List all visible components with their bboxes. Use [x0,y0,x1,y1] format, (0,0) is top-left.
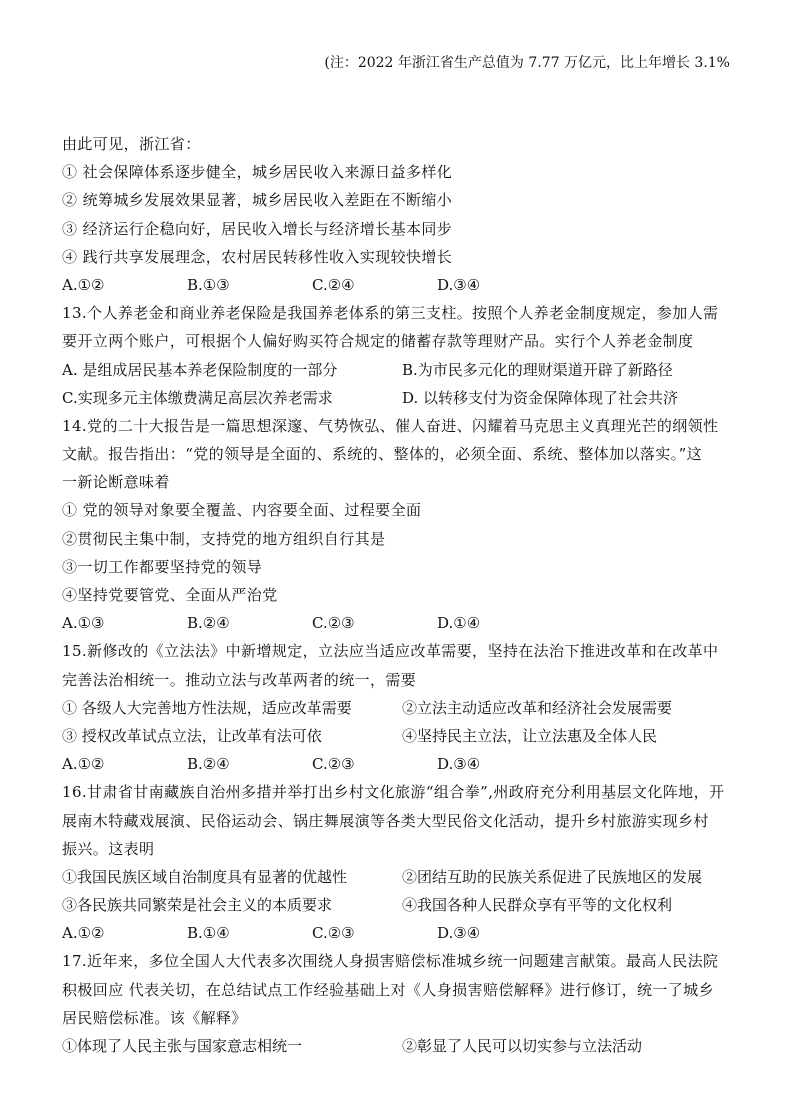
q13-options-row-1 [62,356,744,384]
q12-choice-a[interactable]: A.①② [62,275,105,294]
q16-item-4: ④我国各种人民群众享有平等的文化权利 [402,896,673,915]
q14-stem-2: 文献。报告指出：“党的领导是全面的、系统的、整体的，必须全面、系统、整体加以落实。”这 [62,445,703,464]
q13-option-b[interactable]: B.为市民多元化的理财渠道开辟了新路径 [402,360,673,379]
q14-item-3: ③一切工作都要坚持党的领导 [62,557,263,576]
q12-choice-b[interactable]: B.①③ [187,275,230,294]
q12-choice-d[interactable]: D.③④ [437,275,481,294]
q12-choices [62,271,744,299]
q15-choice-d[interactable]: D.③④ [437,755,481,774]
q16-items-row-2 [62,891,744,919]
q15-choice-b[interactable]: B.②④ [187,755,230,774]
q16-item-2: ②团结互助的民族关系促进了民族地区的发展 [402,867,703,886]
q16-choice-b[interactable]: B.①④ [187,924,230,943]
q14-choice-b[interactable]: B.②④ [187,614,230,633]
q15-item-4: ④坚持民主立法，让立法惠及全体人民 [402,726,658,745]
q13-option-c[interactable]: C.实现多元主体缴费满足高层次养老需求 [62,388,333,407]
q16-stem-2: 展南木特藏戏展演、民俗运动会、锅庄舞展演等各类大型民俗文化活动，提升乡村旅游实现乡村 [62,811,709,830]
q16-choice-a[interactable]: A.①② [62,924,105,943]
q15-choices [62,750,744,778]
q16-choice-d[interactable]: D.③④ [437,924,481,943]
q16-choices [62,919,744,947]
q15-stem-2: 完善法治相统一。推动立法与改革两者的统一，需要 [62,670,417,689]
q13-stem-2: 要开立两个账户，可根据个人偏好购买符合规定的储蓄存款等理财产品。实行个人养老金制度 [62,332,694,351]
q14-choice-a[interactable]: A.①③ [62,614,105,633]
q12-item-2: ② 统筹城乡发展效果显著，城乡居民收入差距在不断缩小 [62,191,453,210]
q17-stem-2: 积极回应 代表关切，在总结试点工作经验基础上对《人身损害赔偿解释》进行修订，统一了城乡 [62,980,714,999]
q12-item-3: ③ 经济运行企稳向好，居民收入增长与经济增长基本同步 [62,219,453,238]
q17-stem-3: 居民赔偿标准。该《解释》 [62,1008,247,1027]
q17-item-1: ①体现了人民主张与国家意志相统一 [62,1037,303,1055]
q15-choice-a[interactable]: A.①② [62,755,105,774]
q14-stem-3: 一新论断意味着 [62,473,170,492]
q14-item-1: ① 党的领导对象要全覆盖、内容要全面、过程要全面 [62,501,422,520]
q15-items-row-2 [62,722,744,750]
q13-stem-1: 13.个人养老金和商业养老保险是我国养老体系的第三支柱。按照个人养老金制度规定，参加人需 [62,304,719,323]
q13-option-a[interactable]: A. 是组成居民基本养老保险制度的一部分 [62,360,338,379]
q15-item-2: ②立法主动适应改革和经济社会发展需要 [402,698,673,717]
q12-choice-c[interactable]: C.②④ [312,275,355,294]
q17-stem-1: 17.近年来，多位全国人大代表多次围绕人身损害赔偿标准城乡统一问题建言献策。最高人民法院 [62,952,719,971]
q17-item-2: ②彰显了人民可以切实参与立法活动 [402,1037,643,1055]
q17-items-row-1 [62,1032,744,1060]
q14-choices [62,609,744,637]
q12-item-4: ④ 践行共享发展理念，农村居民转移性收入实现较快增长 [62,247,453,266]
q16-item-1: ①我国民族区域自治制度具有显著的优越性 [62,867,348,886]
q14-choice-c[interactable]: C.②③ [312,614,355,633]
q14-item-4: ④坚持党要管党、全面从严治党 [62,586,278,604]
q15-item-1: ① 各级人大完善地方性法规，适应改革需要 [62,698,352,717]
q16-item-3: ③各民族共同繁荣是社会主义的本质要求 [62,896,333,915]
q15-items-row-1 [62,694,744,722]
q14-choice-d[interactable]: D.①④ [437,614,481,633]
q14-stem-1: 14.党的二十大报告是一篇思想深邃、气势恢弘、催人奋进、闪耀着马克思主义真理光芒的纲领性 [62,416,719,435]
q15-stem-1: 15.新修改的《立法法》中新增规定，立法应当适应改革需要，坚持在法治下推进改革和在改革中 [62,642,719,661]
q12-item-1: ① 社会保障体系逐步健全，城乡居民收入来源日益多样化 [62,163,453,182]
q13-option-d[interactable]: D. 以转移支付为资金保障体现了社会共济 [402,388,679,407]
q16-stem-3: 振兴。这表明 [62,839,155,858]
q16-stem-1: 16.甘肃省甘南藏族自治州多措并举打出乡村文化旅游“组合拳”,州政府充分利用基层文化阵地，开 [62,783,725,802]
q15-choice-c[interactable]: C.②③ [312,755,355,774]
footnote: (注：2022 年浙江省生产总值为 7.77 万亿元，比上年增长 3.1% [324,55,730,71]
q13-options-row-2 [62,384,744,412]
exam-content [62,130,744,1060]
q15-item-3: ③ 授权改革试点立法，让改革有法可依 [62,726,322,745]
q12-intro: 由此可见，浙江省： [62,135,201,153]
q14-item-2: ②贯彻民主集中制，支持党的地方组织自行其是 [62,529,386,548]
q16-items-row-1 [62,863,744,891]
q16-choice-c[interactable]: C.②③ [312,924,355,943]
